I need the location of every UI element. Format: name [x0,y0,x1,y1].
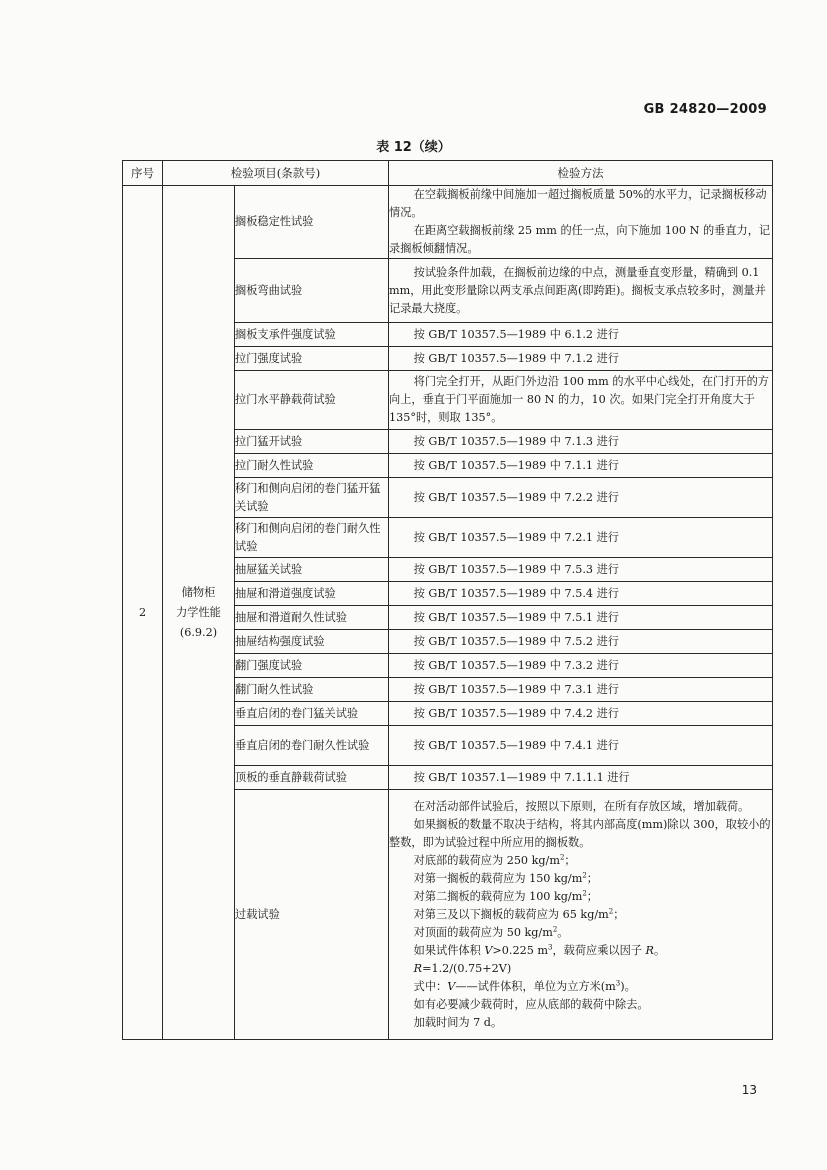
page-number: 13 [741,1083,757,1097]
load-text: 对底部的载荷应为 250 kg/m [413,853,560,867]
test-item: 垂直启闭的卷门猛关试验 [235,702,389,726]
load-line [389,852,772,870]
method-paragraph: 如有必要减少载荷时，应从底部的载荷中除去。 [413,997,649,1011]
where-part: 3 [615,978,621,987]
test-method [389,323,773,347]
method-reference: 按 GB/T 10357.5—1989 中 7.2.2 进行 [413,490,619,504]
test-item: 翻门强度试验 [235,654,389,678]
test-method [389,790,773,1040]
load-line [389,924,772,942]
method-reference: 按 GB/T 10357.1—1989 中 7.1.1.1 进行 [413,770,630,784]
load-text: 对第二搁板的载荷应为 100 kg/m [413,889,583,903]
where-part: ——试件体积，单位为立方米(m [455,979,616,993]
volume-part: 3 [548,942,553,951]
test-item: 搁板稳定性试验 [235,186,389,259]
test-item: 移门和侧向启闭的卷门耐久性试验 [235,518,389,558]
load-end: ； [586,889,598,903]
test-method [389,654,773,678]
test-item: 抽屉结构强度试验 [235,630,389,654]
method-reference: 按 GB/T 10357.5—1989 中 7.1.1 进行 [413,458,619,472]
method-reference: 按 GB/T 10357.5—1989 中 7.3.1 进行 [413,682,619,696]
volume-part: 。 [653,943,666,957]
test-method [389,259,773,323]
table-header-row [123,161,773,186]
test-item: 过载试验 [235,790,389,1040]
test-method [389,678,773,702]
test-method [389,630,773,654]
test-item: 拉门强度试验 [235,347,389,371]
test-method [389,347,773,371]
volume-part: ，载荷应乘以因子 [552,943,646,957]
method-reference: 按 GB/T 10357.5—1989 中 7.5.2 进行 [413,634,619,648]
volume-part: >0.225 m [492,943,548,957]
method-reference: 按 GB/T 10357.5—1989 中 7.4.1 进行 [413,738,619,752]
test-item: 抽屉和滑道强度试验 [235,582,389,606]
standard-code: GB 24820—2009 [643,102,767,117]
category-line: 力学性能 [176,605,221,619]
load-text: 对顶面的载荷应为 50 kg/m [413,925,553,939]
test-item: 拉门猛开试验 [235,430,389,454]
volume-part: 如果试件体积 [413,943,485,957]
test-method [389,518,773,558]
load-end: ； [586,871,598,885]
test-item: 移门和侧向启闭的卷门猛开猛关试验 [235,478,389,518]
volume-part: R [645,943,654,957]
load-exponent: 2 [552,924,558,933]
test-item: 顶板的垂直静载荷试验 [235,766,389,790]
where-part: )。 [620,979,636,993]
test-method [389,558,773,582]
method-reference: 按 GB/T 10357.5—1989 中 7.5.4 进行 [413,586,619,600]
test-item: 抽屉和滑道耐久性试验 [235,606,389,630]
test-method [389,430,773,454]
test-method [389,582,773,606]
load-exponent: 2 [582,870,587,879]
method-reference: 按 GB/T 10357.5—1989 中 7.3.2 进行 [413,658,619,672]
load-exponent: 2 [608,906,614,915]
test-method [389,454,773,478]
col-header-method: 检验方法 [389,161,773,186]
col-header-item: 检验项目(条款号) [163,161,389,186]
test-method [389,186,773,259]
method-paragraph: 在空载搁板前缘中间施加一超过搁板质量 50%的水平力，记录搁板移动情况。 [389,188,767,219]
method-reference: 按 GB/T 10357.5—1989 中 7.4.2 进行 [413,706,619,720]
test-item: 拉门耐久性试验 [235,454,389,478]
category-line: (6.9.2) [179,625,218,639]
method-reference: 按 GB/T 10357.5—1989 中 7.1.3 进行 [413,434,619,448]
method-paragraph: 在对活动部件试验后，按照以下原则，在所有存放区域，增加载荷。 [413,799,750,813]
load-text: 对第一搁板的载荷应为 150 kg/m [413,871,583,885]
load-line [389,888,772,906]
test-item: 搁板弯曲试验 [235,259,389,323]
test-method [389,371,773,430]
formula-where [389,978,772,996]
method-paragraph: 将门完全打开，从距门外边沿 100 mm 的水平中心线处，在门打开的方向上，垂直于门平面施加一 80 N 的力，10 次。如果门完全打开角度大于 135°时，则取 135°。 [389,375,769,424]
test-method-table [122,160,773,1040]
test-method [389,726,773,766]
category-cell [163,186,235,1040]
test-item: 抽屉猛关试验 [235,558,389,582]
method-paragraph: 如果搁板的数量不取决于结构，将其内部高度(mm)除以 300，取较小的整数，即为试验过程中所应用的搁板数。 [389,817,771,849]
col-header-seq: 序号 [123,161,163,186]
load-end: 。 [557,925,569,939]
load-line [389,906,772,924]
test-method [389,606,773,630]
method-reference: 按 GB/T 10357.5—1989 中 7.2.1 进行 [413,530,619,544]
where-part: V [447,979,456,993]
test-method [389,766,773,790]
load-line [389,870,772,888]
method-paragraph: 在距离空载搁板前缘 25 mm 的任一点，向下施加 100 N 的垂直力，记录搁板倾翻情况。 [389,224,771,255]
load-exponent: 2 [559,852,565,861]
method-reference: 按 GB/T 10357.5—1989 中 7.5.3 进行 [413,562,619,576]
method-paragraph: 按试验条件加载，在搁板前边缘的中点，测量垂直变形量，精确到 0.1 mm，用此变形量除以两支承点间距离(即跨距)。搁板支承点较多时，测量并记录最大挠度。 [389,265,766,315]
method-reference: 按 GB/T 10357.5—1989 中 7.1.2 进行 [413,351,619,365]
test-item: 翻门耐久性试验 [235,678,389,702]
load-text: 对第三及以下搁板的载荷应为 65 kg/m [413,907,609,921]
test-item: 垂直启闭的卷门耐久性试验 [235,726,389,766]
table-row [123,186,773,259]
formula-expression: =1.2/(0.75+2V) [422,961,512,975]
load-end: ； [564,853,576,867]
where-part: 式中： [413,979,448,993]
method-reference: 按 GB/T 10357.5—1989 中 6.1.2 进行 [413,327,619,341]
test-method [389,702,773,726]
method-paragraph: 加载时间为 7 d。 [413,1015,503,1029]
formula [389,960,772,978]
test-item: 搁板支承件强度试验 [235,323,389,347]
test-method [389,478,773,518]
row-seq-number: 2 [123,186,163,1040]
category-line: 储物柜 [181,585,216,599]
load-end: ； [613,907,625,921]
method-reference: 按 GB/T 10357.5—1989 中 7.5.1 进行 [413,610,619,624]
test-item: 拉门水平静载荷试验 [235,371,389,430]
volume-part: V [484,943,493,957]
load-exponent: 2 [582,888,587,897]
volume-condition [389,942,772,960]
formula-symbol: R [413,961,423,975]
table-caption: 表 12（续） [376,140,451,155]
